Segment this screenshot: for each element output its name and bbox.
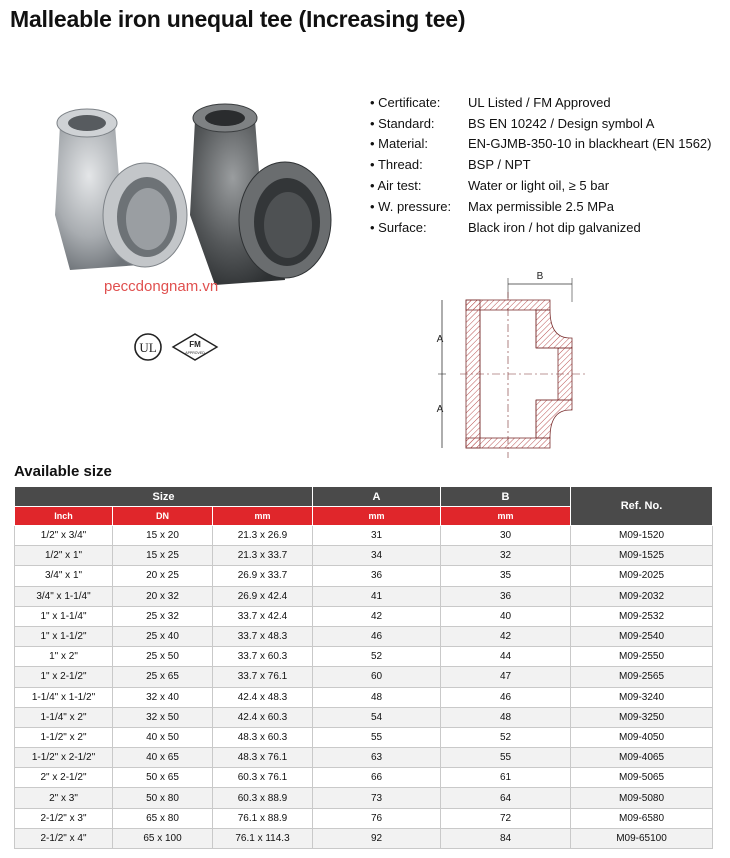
ref-no-cell: M09-2565 [571,667,713,687]
a-cell: 52 [313,647,441,667]
table-row [15,667,713,687]
b-cell: 48 [441,707,571,727]
b-unit-header: mm [441,507,571,526]
spec-label: • Thread: [370,157,468,172]
table-row [15,566,713,586]
dn-cell: 65 x 100 [113,828,213,848]
table-row [15,707,713,727]
ref-no-cell: M09-5065 [571,768,713,788]
dn-cell: 32 x 50 [113,707,213,727]
black-iron-tee-image [190,104,331,285]
dn-cell: 25 x 65 [113,667,213,687]
inch-cell: 1/2" x 3/4" [15,526,113,546]
mm-cell: 33.7 x 76.1 [213,667,313,687]
table-row [15,586,713,606]
size-table [14,486,713,849]
mm-cell: 48.3 x 76.1 [213,748,313,768]
table-row [15,526,713,546]
inch-cell: 2-1/2" x 3" [15,808,113,828]
mm-cell: 33.7 x 42.4 [213,606,313,626]
table-row [15,727,713,747]
mm-cell: 26.9 x 42.4 [213,586,313,606]
a-cell: 31 [313,526,441,546]
fm-logo-subtext: APPROVED [185,351,205,355]
ref-no-cell: M09-2032 [571,586,713,606]
spec-label: • Certificate: [370,95,468,110]
b-cell: 35 [441,566,571,586]
table-row [15,748,713,768]
dn-cell: 50 x 80 [113,788,213,808]
table-row [15,768,713,788]
a-cell: 54 [313,707,441,727]
inch-cell: 1-1/2" x 2" [15,727,113,747]
b-cell: 44 [441,647,571,667]
spec-value: UL Listed / FM Approved [468,94,611,110]
inch-cell: 2-1/2" x 4" [15,828,113,848]
a-cell: 60 [313,667,441,687]
spec-row-material [370,134,712,155]
table-row [15,626,713,646]
spec-value: BSP / NPT [468,157,531,173]
b-cell: 61 [441,768,571,788]
table-row [15,546,713,566]
inch-header: Inch [15,507,113,526]
ref-no-cell: M09-4065 [571,748,713,768]
tee-cross-section-drawing [430,262,600,462]
b-cell: 72 [441,808,571,828]
ref-no-header: Ref. No. [571,487,713,526]
a-cell: 76 [313,808,441,828]
a-cell: 66 [313,768,441,788]
dimension-b-label: B [536,271,544,282]
b-cell: 52 [441,727,571,747]
mm-cell: 76.1 x 114.3 [213,828,313,848]
table-row [15,687,713,707]
spec-label: • Surface: [370,220,468,235]
b-cell: 84 [441,828,571,848]
ref-no-cell: M09-2540 [571,626,713,646]
a-cell: 41 [313,586,441,606]
b-cell: 55 [441,748,571,768]
table-row [15,647,713,667]
a-cell: 55 [313,727,441,747]
spec-value: Water or light oil, ≥ 5 bar [468,178,610,194]
a-cell: 46 [313,626,441,646]
b-cell: 30 [441,526,571,546]
a-unit-header: mm [313,507,441,526]
ref-no-cell: M09-5080 [571,788,713,808]
inch-cell: 2" x 2-1/2" [15,768,113,788]
spec-row-surface [370,217,712,238]
ref-no-cell: M09-2532 [571,606,713,626]
a-cell: 48 [313,687,441,707]
inch-cell: 3/4" x 1-1/4" [15,586,113,606]
inch-cell: 1/2" x 1" [15,546,113,566]
dn-cell: 25 x 40 [113,626,213,646]
table-row [15,828,713,848]
dn-cell: 25 x 50 [113,647,213,667]
spec-row-thread [370,154,712,175]
inch-cell: 1-1/2" x 2-1/2" [15,748,113,768]
spec-row-certificate [370,92,712,113]
spec-list [370,92,712,238]
mm-cell: 60.3 x 76.1 [213,768,313,788]
size-table-body [15,526,713,849]
mm-cell: 42.4 x 48.3 [213,687,313,707]
dn-cell: 40 x 65 [113,748,213,768]
b-cell: 32 [441,546,571,566]
a-cell: 73 [313,788,441,808]
ref-no-cell: M09-2025 [571,566,713,586]
mm-cell: 76.1 x 88.9 [213,808,313,828]
inch-cell: 1" x 2" [15,647,113,667]
dn-cell: 25 x 32 [113,606,213,626]
page-title: Malleable iron unequal tee (Increasing tee) [10,6,466,32]
b-cell: 46 [441,687,571,707]
dimension-a-label-top: A [436,334,444,345]
mm-cell: 48.3 x 60.3 [213,727,313,747]
mm-cell: 33.7 x 48.3 [213,626,313,646]
dn-cell: 40 x 50 [113,727,213,747]
dn-cell: 32 x 40 [113,687,213,707]
ul-logo-icon [135,334,161,360]
spec-value: BS EN 10242 / Design symbol A [468,115,655,131]
certification-logos [133,330,223,364]
inch-cell: 1" x 1-1/2" [15,626,113,646]
ref-no-cell: M09-6580 [571,808,713,828]
spec-label: • Air test: [370,178,468,193]
mm-header: mm [213,507,313,526]
a-cell: 34 [313,546,441,566]
dimension-a-label-bottom: A [436,404,444,415]
mm-cell: 21.3 x 33.7 [213,546,313,566]
b-cell: 64 [441,788,571,808]
mm-cell: 21.3 x 26.9 [213,526,313,546]
a-cell: 63 [313,748,441,768]
spec-row-working-pressure [370,196,712,217]
ref-no-cell: M09-3240 [571,687,713,707]
a-cell: 92 [313,828,441,848]
mm-cell: 26.9 x 33.7 [213,566,313,586]
inch-cell: 1" x 1-1/4" [15,606,113,626]
b-cell: 42 [441,626,571,646]
dn-header: DN [113,507,213,526]
spec-value: EN-GJMB-350-10 in blackheart (EN 1562) [468,136,712,152]
fm-logo-text: FM [189,340,201,349]
inch-cell: 1" x 2-1/2" [15,667,113,687]
b-cell: 40 [441,606,571,626]
inch-cell: 1-1/4" x 2" [15,707,113,727]
inch-cell: 2" x 3" [15,788,113,808]
a-cell: 36 [313,566,441,586]
mm-cell: 60.3 x 88.9 [213,788,313,808]
watermark-text: peccdongnam.vn [104,278,219,295]
spec-label: • Material: [370,136,468,151]
dn-cell: 50 x 65 [113,768,213,788]
available-size-heading: Available size [14,463,112,480]
ref-no-cell: M09-1525 [571,546,713,566]
inch-cell: 1-1/4" x 1-1/2" [15,687,113,707]
product-photo [40,95,340,295]
ref-no-cell: M09-65100 [571,828,713,848]
ref-no-cell: M09-3250 [571,707,713,727]
dn-cell: 20 x 32 [113,586,213,606]
ul-logo-text: UL [139,340,157,355]
a-cell: 42 [313,606,441,626]
table-row [15,808,713,828]
table-row [15,788,713,808]
galvanized-tee-image [55,109,187,270]
spec-row-air-test [370,175,712,196]
dn-cell: 65 x 80 [113,808,213,828]
spec-value: Black iron / hot dip galvanized [468,219,641,235]
b-group-header: B [441,487,571,507]
b-cell: 36 [441,586,571,606]
inch-cell: 3/4" x 1" [15,566,113,586]
ref-no-cell: M09-4050 [571,727,713,747]
spec-label: • Standard: [370,116,468,131]
table-row [15,606,713,626]
spec-value: Max permissible 2.5 MPa [468,198,614,214]
mm-cell: 33.7 x 60.3 [213,647,313,667]
b-cell: 47 [441,667,571,687]
dn-cell: 15 x 25 [113,546,213,566]
mm-cell: 42.4 x 60.3 [213,707,313,727]
spec-row-standard [370,113,712,134]
dn-cell: 20 x 25 [113,566,213,586]
spec-label: • W. pressure: [370,199,468,214]
a-group-header: A [313,487,441,507]
size-group-header: Size [15,487,313,507]
dn-cell: 15 x 20 [113,526,213,546]
ref-no-cell: M09-2550 [571,647,713,667]
ref-no-cell: M09-1520 [571,526,713,546]
fm-approved-logo-icon [173,334,217,360]
